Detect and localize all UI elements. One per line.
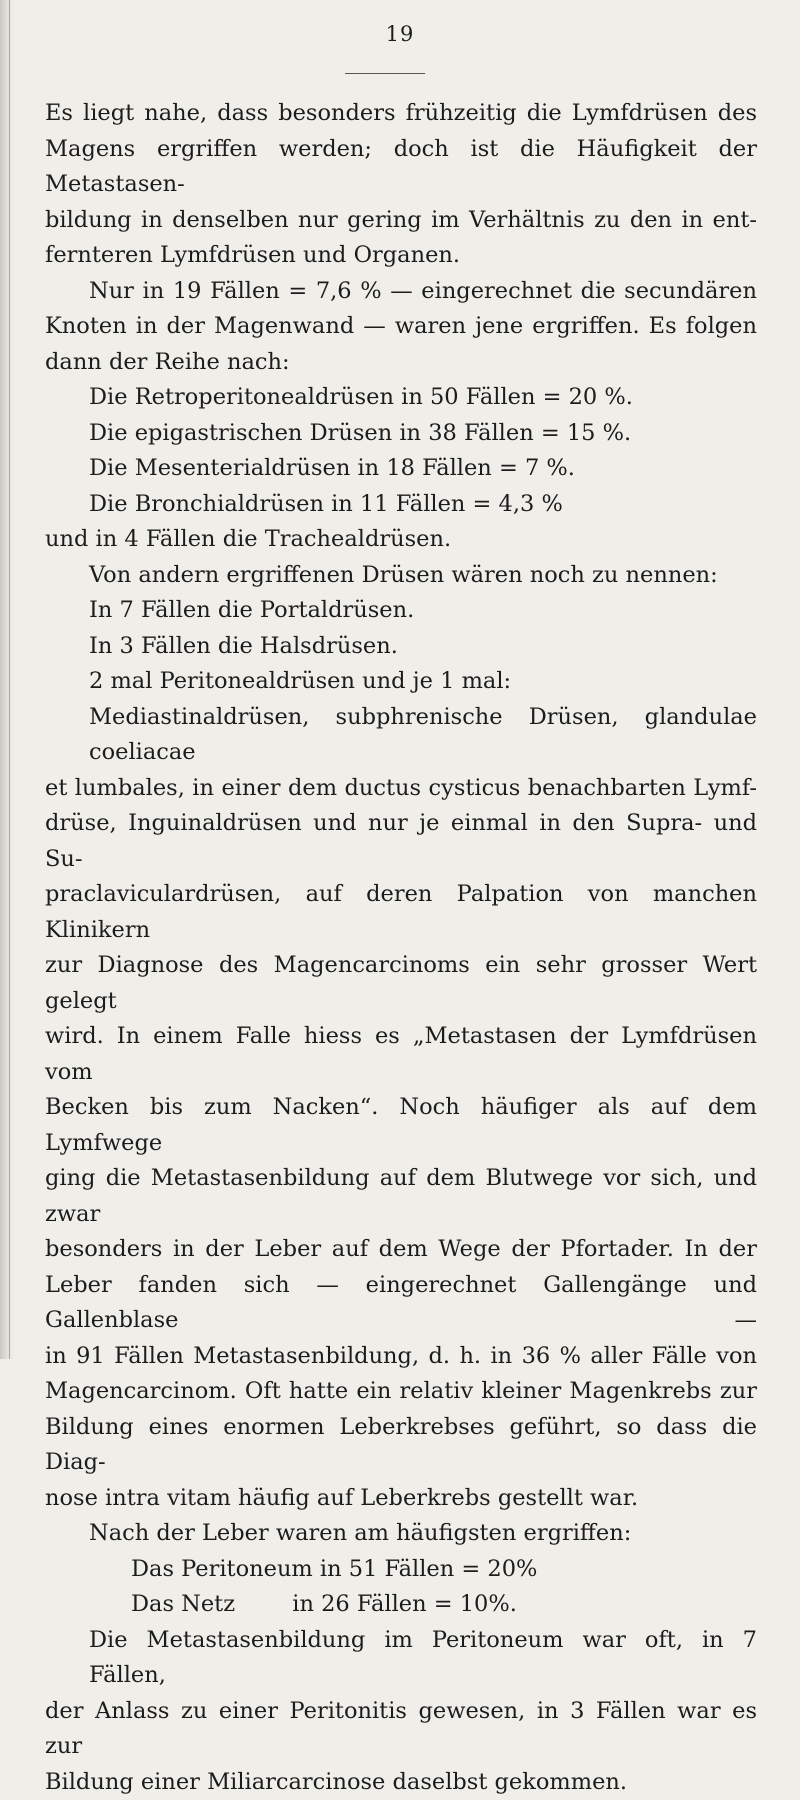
text-line: Nur in 19 Fällen = 7,6 % — eingerechnet die secundären xyxy=(45,274,757,310)
text-line: praclaviculardrüsen, auf deren Palpation von manchen Klinikern xyxy=(45,877,757,948)
text-line: der Anlass zu einer Peritonitis gewesen, in 3 Fällen war es zur xyxy=(45,1694,757,1765)
text-line: Das Peritoneum in 51 Fällen = 20% xyxy=(45,1552,757,1588)
text-line: et lumbales, in einer dem ductus cysticus benachbarten Lymf- xyxy=(45,771,757,807)
text-line: Mediastinaldrüsen, subphrenische Drüsen, glandulae coeliacae xyxy=(45,700,757,771)
text-line: nose intra vitam häufig auf Leberkrebs gestellt war. xyxy=(45,1481,757,1517)
text-line: ging die Metastasenbildung auf dem Blutwege vor sich, und zwar xyxy=(45,1161,757,1232)
text-line: Bildung einer Miliarcarcinose daselbst gekommen. xyxy=(45,1765,757,1800)
text-line: Die Mesenterialdrüsen in 18 Fällen = 7 %. xyxy=(45,451,757,487)
text-line: 2 mal Peritonealdrüsen und je 1 mal: xyxy=(45,664,757,700)
text-line: bildung in denselben nur gering im Verhältnis zu den in ent- xyxy=(45,203,757,239)
text-line: Leber fanden sich — eingerechnet Gallengänge und Gallenblase — xyxy=(45,1268,757,1339)
text-line: Von andern ergriffenen Drüsen wären noch zu nennen: xyxy=(45,558,757,594)
text-line: Die Retroperitonealdrüsen in 50 Fällen = 20 %. xyxy=(45,380,757,416)
text-line: In 7 Fällen die Portaldrüsen. xyxy=(45,593,757,629)
body-text xyxy=(45,96,757,1800)
text-line: Knoten in der Magenwand — waren jene ergriffen. Es folgen xyxy=(45,309,757,345)
text-line: Magencarcinom. Oft hatte ein relativ kleiner Magenkrebs zur xyxy=(45,1374,757,1410)
text-line: Die Metastasenbildung im Peritoneum war oft, in 7 Fällen, xyxy=(45,1623,757,1694)
text-line: besonders in der Leber auf dem Wege der Pfortader. In der xyxy=(45,1232,757,1268)
header-rule xyxy=(345,73,425,74)
text-line: in 91 Fällen Metastasenbildung, d. h. in 36 % aller Fälle von xyxy=(45,1339,757,1375)
text-line: Die epigastrischen Drüsen in 38 Fällen = 15 %. xyxy=(45,416,757,452)
text-line: drüse, Inguinaldrüsen und nur je einmal in den Supra- und Su- xyxy=(45,806,757,877)
text-line: Becken bis zum Nacken“. Noch häufiger als auf dem Lymfwege xyxy=(45,1090,757,1161)
text-line: Bildung eines enormen Leberkrebses geführt, so dass die Diag- xyxy=(45,1410,757,1481)
text-line: fernteren Lymfdrüsen und Organen. xyxy=(45,238,757,274)
page-number: 19 xyxy=(0,22,800,46)
text-line: In 3 Fällen die Halsdrüsen. xyxy=(45,629,757,665)
text-line: wird. In einem Falle hiess es „Metastasen der Lymfdrüsen vom xyxy=(45,1019,757,1090)
text-line: Nach der Leber waren am häufigsten ergriffen: xyxy=(45,1516,757,1552)
page-binding-edge xyxy=(0,0,14,1359)
text-line: und in 4 Fällen die Trachealdrüsen. xyxy=(45,522,757,558)
text-line: dann der Reihe nach: xyxy=(45,345,757,381)
text-line: Magens ergriffen werden; doch ist die Häufigkeit der Metastasen- xyxy=(45,132,757,203)
text-line: Es liegt nahe, dass besonders frühzeitig die Lymfdrüsen des xyxy=(45,96,757,132)
text-line: Das Netz in 26 Fällen = 10%. xyxy=(45,1587,757,1623)
text-line: Die Bronchialdrüsen in 11 Fällen = 4,3 % xyxy=(45,487,757,523)
text-line: zur Diagnose des Magencarcinoms ein sehr grosser Wert gelegt xyxy=(45,948,757,1019)
